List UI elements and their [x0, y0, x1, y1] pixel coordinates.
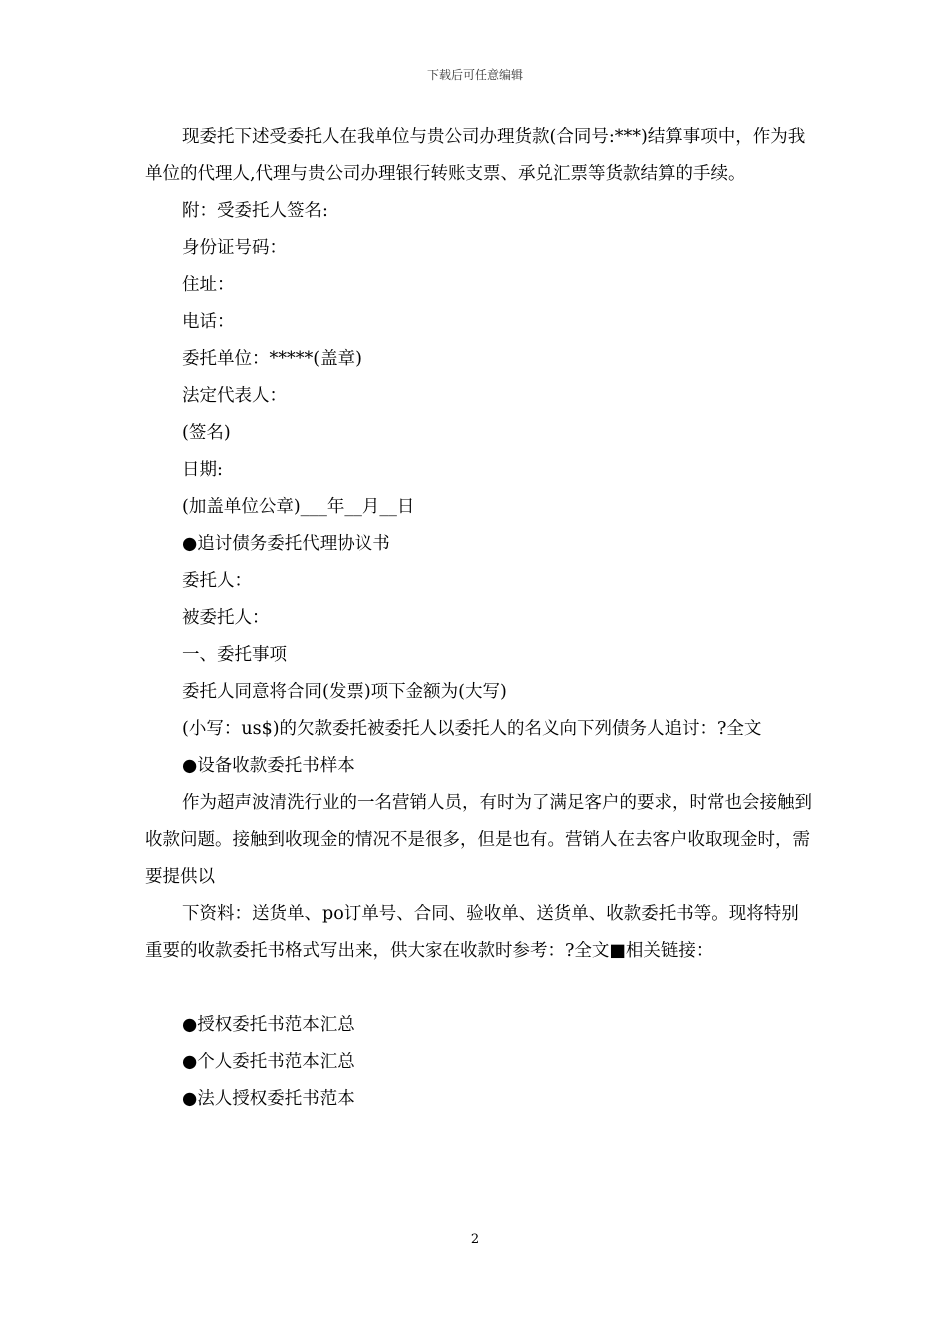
- paragraph-required-documents: 下资料：送货单、po订单号、合同、验收单、送货单、收款委托书等。现将特别重要的收款委托书格式写出来，供大家在收款时参考：?全文■相关链接：: [145, 904, 799, 961]
- related-link-personal: ●个人委托书范本汇总: [182, 1052, 355, 1072]
- paragraph-entrustment-intro: 现委托下述受委托人在我单位与贵公司办理货款(合同号:***)结算事项中，作为我单位的代理人,代理与贵公司办理银行转账支票、承兑汇票等货款结算的手续。: [145, 127, 806, 184]
- paragraph-sales-context: 作为超声波清洗行业的一名营销人员，有时为了满足客户的要求，时常也会接触到收款问题。接触到收现金的情况不是很多，但是也有。营销人在去客户收取现金时，需要提供以: [145, 793, 812, 887]
- page-header: 下载后可任意编辑: [426, 68, 523, 82]
- paragraph-amount-small: (小写：us$)的欠款委托被委托人以委托人的名义向下列债务人追讨：?全文: [182, 719, 762, 739]
- section-title-equipment-payment: ●设备收款委托书样本: [182, 756, 355, 776]
- paragraph-legal-representative: 法定代表人：: [182, 386, 287, 406]
- paragraph-agent: 被委托人：: [182, 608, 270, 628]
- paragraph-phone: 电话：: [182, 312, 235, 332]
- paragraph-id-number: 身份证号码：: [182, 238, 287, 258]
- paragraph-company-seal-date: (加盖单位公章)___年__月__日: [182, 497, 415, 517]
- related-link-legal-person: ●法人授权委托书范本: [182, 1089, 355, 1109]
- paragraph-principal: 委托人：: [182, 571, 252, 591]
- document-body: [145, 119, 813, 1118]
- paragraph-entrusting-unit: 委托单位：*****(盖章): [182, 349, 362, 369]
- paragraph-address: 住址：: [182, 275, 235, 295]
- paragraph-attorney-signature: 附：受委托人签名:: [182, 201, 328, 221]
- paragraph-signature: (签名): [182, 423, 231, 443]
- page-number: 2: [470, 1232, 480, 1247]
- paragraph-amount-capital: 委托人同意将合同(发票)项下金额为(大写): [182, 682, 507, 702]
- paragraph-date: 日期:: [182, 460, 223, 480]
- section-title-debt-collection: ●追讨债务委托代理协议书: [182, 534, 390, 554]
- clause-heading-entrusted-matters: 一、委托事项: [182, 645, 287, 665]
- related-link-authorization: ●授权委托书范本汇总: [182, 1015, 355, 1035]
